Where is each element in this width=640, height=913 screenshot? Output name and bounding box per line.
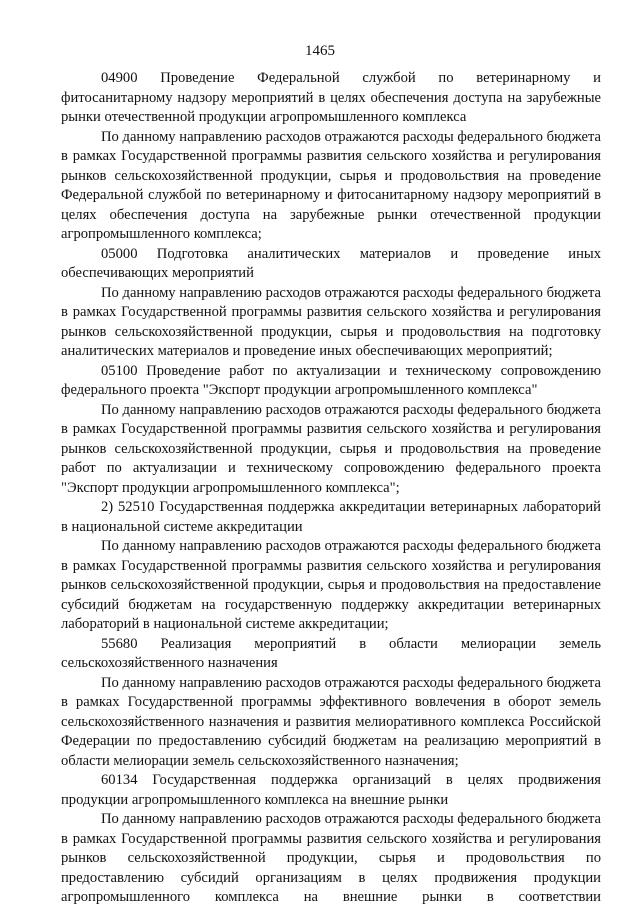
- paragraph-05000-description: По данному направлению расходов отражаются расходы федерального бюджета в рамках Государственной программы развития сельского хозяйства и регулирования рынков сельскохозяйственной продукции, сырья и продовольствия на подготовку аналитических материалов и проведение иных обеспечивающих мероприятий;: [61, 284, 601, 359]
- page-number: 1465: [305, 43, 335, 59]
- paragraph-52510-description: По данному направлению расходов отражаются расходы федерального бюджета в рамках Государственной программы развития сельского хозяйства и регулирования рынков сельскохозяйственной продукции, сырья и продовольствия на предоставление субсидий бюджетам на государственную поддержку аккредитации ветеринарных лабораторий в национальной системе аккредитации;: [61, 538, 601, 632]
- paragraph-05100-description: По данному направлению расходов отражаются расходы федерального бюджета в рамках Государственной программы развития сельского хозяйства и регулирования рынков сельскохозяйственной продукции, сырья и продовольствия на проведение работ по актуализации и техническому сопровождению федерального проекта "Экспорт продукции агропромышленного комплекса";: [61, 401, 601, 496]
- document-body: [61, 69, 601, 908]
- paragraph-55680-heading: 55680 Реализация мероприятий в области мелиорации земель сельскохозяйственного назначения: [61, 635, 601, 671]
- paragraph-04900-description: По данному направлению расходов отражаются расходы федерального бюджета в рамках Государственной программы развития сельского хозяйства и регулирования рынков сельскохозяйственной продукции, сырья и продовольствия на проведение Федеральной службой по ветеринарному и фитосанитарному надзору мероприятий в целях обеспечения доступа на зарубежные рынки отечественной продукции агропромышленного комплекса;: [61, 128, 601, 242]
- paragraph-05100-heading: 05100 Проведение работ по актуализации и техническому сопровождению федерального проекта "Экспорт продукции агропромышленного комплекса": [61, 362, 601, 398]
- paragraph-52510-heading: 2) 52510 Государственная поддержка аккредитации ветеринарных лабораторий в национальной системе аккредитации: [61, 499, 601, 535]
- paragraph-05000-heading: 05000 Подготовка аналитических материалов и проведение иных обеспечивающих мероприятий: [61, 245, 601, 281]
- paragraph-60134-description: По данному направлению расходов отражаются расходы федерального бюджета в рамках Государственной программы развития сельского хозяйства и регулирования рынков сельскохозяйственной продукции, сырья и продовольствия по предоставлению субсидий организациям в целях продвижения продукции агропромышленного комплекса на внешние рынки в соответствии: [61, 811, 601, 905]
- paragraph-04900-heading: 04900 Проведение Федеральной службой по ветеринарному и фитосанитарному надзору мероприятий в целях обеспечения доступа на зарубежные рынки отечественной продукции агропромышленного комплекса: [61, 70, 601, 125]
- paragraph-60134-heading: 60134 Государственная поддержка организаций в целях продвижения продукции агропромышленного комплекса на внешние рынки: [61, 772, 601, 808]
- paragraph-55680-description: По данному направлению расходов отражаются расходы федерального бюджета в рамках Государственной программы эффективного вовлечения в оборот земель сельскохозяйственного назначения и развития мелиоративного комплекса Российской Федерации по предоставлению субсидий бюджетам на реализацию мероприятий в области мелиорации земель сельскохозяйственного назначения;: [61, 674, 601, 769]
